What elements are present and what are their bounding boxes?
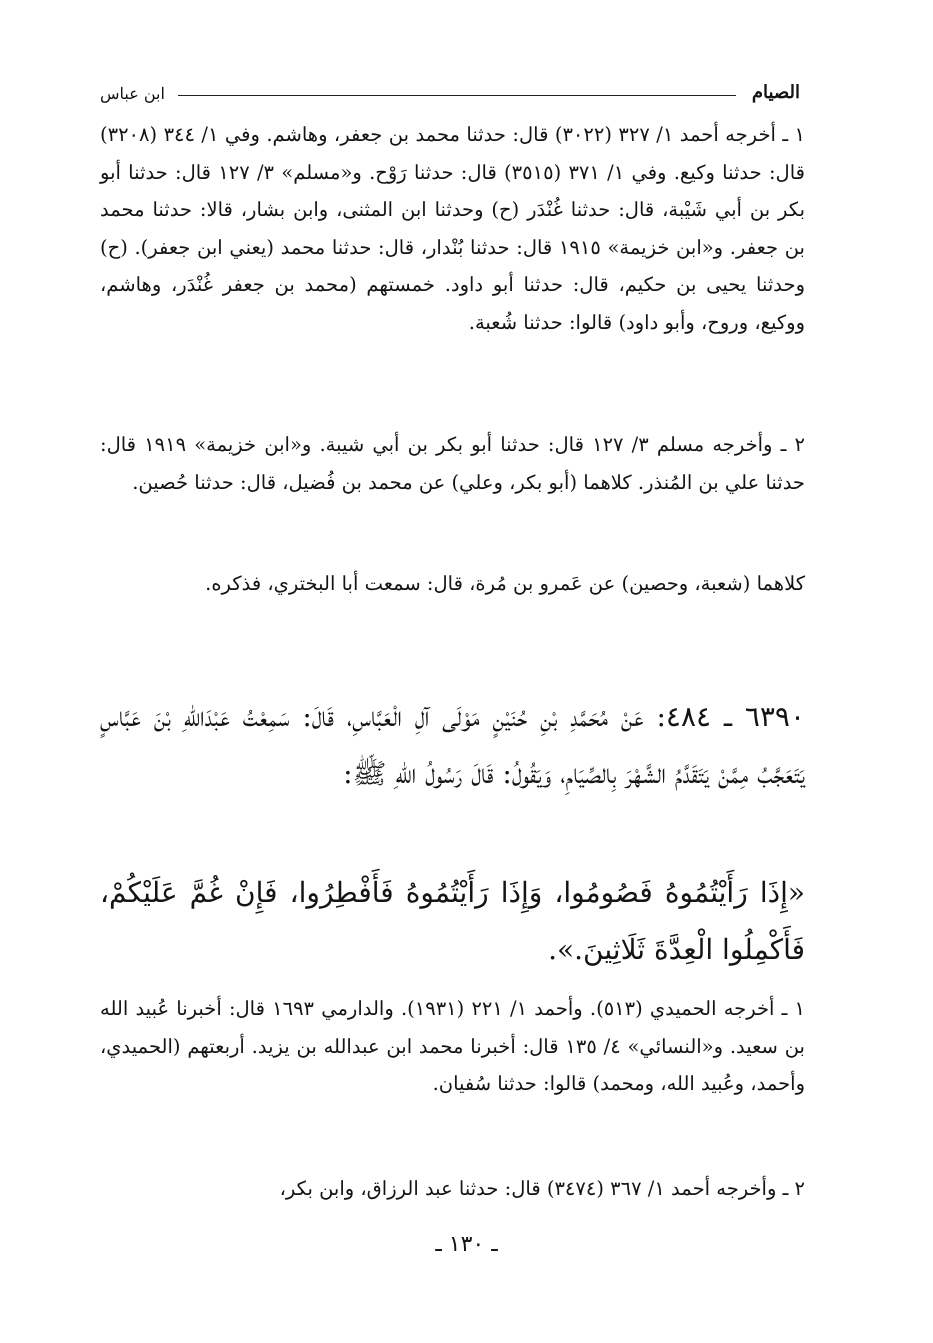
subsection-title: ابن عباس [100, 84, 165, 103]
footnote-1 [100, 116, 805, 341]
hadith-text: ٦٣٩٠ ـ ٤٨٤: عَنْ مُحَمَّدِ بْنِ حُنَيْنٍ مَوْلَى آلِ الْعَبَّاسِ، قَالَ: سَمِعْتُ عَبْدَاللهِ بْنَ عَبَّاسٍ يَتَعَجَّبُ مِمَّنْ يَتَقَدَّمُ الشَّهْرَ بِالصِّيَامِ، وَيَقُولُ: قَالَ رَسُولُ اللهِ ﷺ: [100, 700, 805, 790]
header-rule [178, 95, 736, 96]
footnote-text: كلاهما (شعبة، وحصين) عن عَمرو بن مُرة، قال: سمعت أبا البختري، فذكره. [205, 572, 805, 595]
footnote-text: ٢ ـ وأخرجه أحمد ١/ ٣٦٧ (٣٤٧٤) قال: حدثنا عبد الرزاق، وابن بكر، [279, 1177, 805, 1200]
footnote-2 [100, 426, 805, 501]
footnote-summary [100, 565, 805, 603]
page-number: ـ ١٣٠ ـ [435, 1232, 498, 1257]
section-title: الصيام [751, 82, 800, 103]
hadith-quote [100, 864, 805, 978]
hadith-narration [100, 688, 805, 802]
footnote-text: ١ ـ أخرجه أحمد ١/ ٣٢٧ (٣٠٢٢) قال: حدثنا محمد بن جعفر، وهاشم. وفي ١/ ٣٤٤ (٣٢٠٨) قال: حدثنا وكيع. وفي ١/ ٣٧١ (٣٥١٥) قال: حدثنا رَوْح. و«مسلم» ٣/ ١٢٧ قال: حدثنا أبو بكر بن أبي شَيْبة، قال: حدثنا غُنْدَر (ح) وحدثنا ابن المثنى، وابن بشار، قالا: حدثنا محمد بن جعفر. و«ابن خزيمة» ١٩١٥ قال: حدثنا بُنْدار، قال: حدثنا محمد (يعني ابن جعفر). (ح) وحدثنا يحيى بن حكيم، قال: حدثنا أبو داود. خمستهم (محمد بن جعفر غُنْدَر، وهاشم، ووكيع، وروح، وأبو داود) قالوا: حدثنا شُعبة. [100, 123, 805, 334]
footnote-4 [100, 1170, 805, 1208]
hadith-quote-text: «إِذَا رَأَيْتُمُوهُ فَصُومُوا، وَإِذَا رَأَيْتُمُوهُ فَأَفْطِرُوا، فَإِنْ غُمَّ عَلَيْكُمْ، فَأَكْمِلُوا الْعِدَّةَ ثَلَاثِينَ.». [100, 876, 805, 966]
running-header [100, 82, 800, 110]
footnote-3 [100, 990, 805, 1103]
footnote-text: ٢ ـ وأخرجه مسلم ٣/ ١٢٧ قال: حدثنا أبو بكر بن أبي شيبة. و«ابن خزيمة» ١٩١٩ قال: حدثنا علي بن المُنذر. كلاهما (أبو بكر، وعلي) عن محمد بن فُضيل، قال: حدثنا حُصين. [100, 433, 805, 494]
footnote-text: ١ ـ أخرجه الحميدي (٥١٣). وأحمد ١/ ٢٢١ (١٩٣١). والدارمي ١٦٩٣ قال: أخبرنا عُبيد الله بن سعيد. و«النسائي» ٤/ ١٣٥ قال: أخبرنا محمد ابن عبدالله بن يزيد. أربعتهم (الحميدي، وأحمد، وعُبيد الله، ومحمد) قالوا: حدثنا سُفيان. [100, 997, 805, 1095]
